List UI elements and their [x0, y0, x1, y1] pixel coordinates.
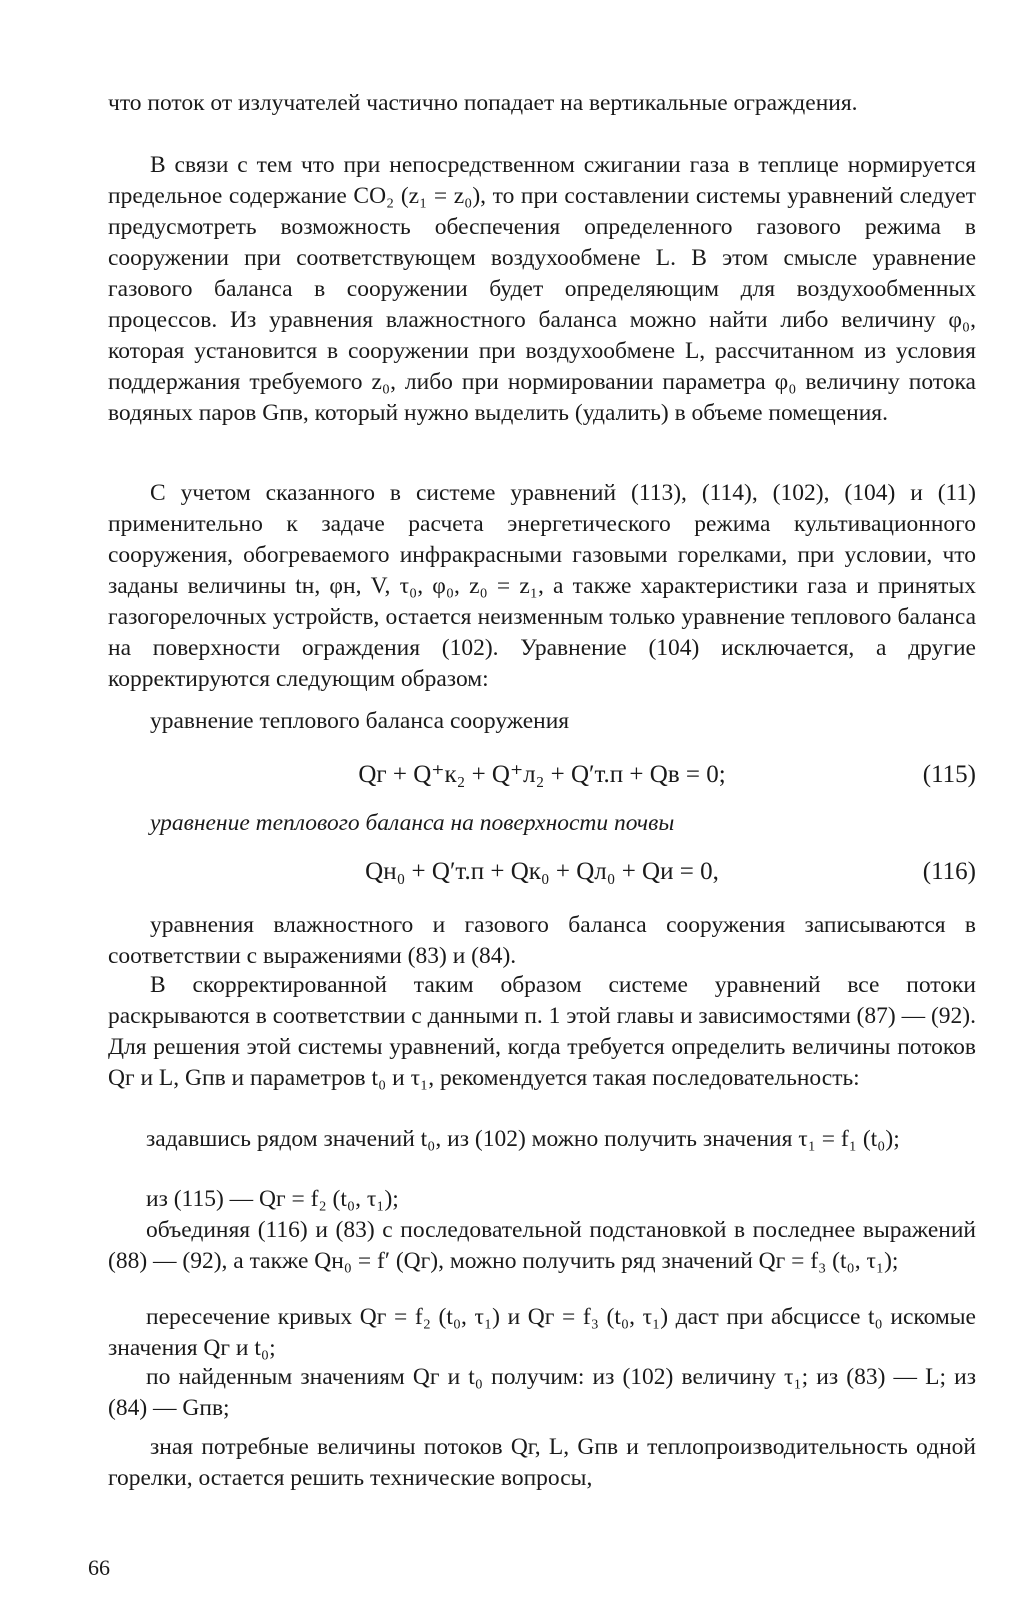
paragraph-system-equations: С учетом сказанного в системе уравнений (113), (114), (102), (104) и (11) применительно к задаче расчета энергетического режима культивационного сооружения, обогреваемого инфракрасными газовыми горелками, при условии, что заданы величины tн, φн, V, τ₀, φ₀, z₀ = z₁, а также характеристики газа и принятых газогорелочных устройств, остается неизменным только уравнение теплового баланса на поверхности ограждения (102). Уравнение (104) исключается, а другие корректируются следующим образом:	[108, 480, 976, 692]
paragraph-moisture-balance: уравнения влажностного и газового баланса сооружения записываются в соответствии с выражениями (83) и (84).	[108, 912, 976, 969]
paragraph-gas-regime: В связи с тем что при непосредственном сжигании газа в теплице нормируется предельное содержание CO₂ (z₁ = z₀), то при составлении системы уравнений следует предусмотреть возможность обеспечения определенного газового режима в сооружении при соответствующем воздухообмене L. В этом смысле уравнение газового баланса в сооружении будет определяющим для воздухообменных процессов. Из уравнения влажностного баланса можно найти либо величину φ₀, которая установится в сооружении при воздухообмене L, рассчитанном из условия поддержания требуемого z₀, либо при нормировании параметра φ₀ величину потока водяных паров Gпв, который нужно выделить (удалить) в объеме помещения.	[108, 152, 976, 426]
step-4: пересечение кривых Qг = f₂ (t₀, τ₁) и Qг = f₃ (t₀, τ₁) даст при абсциссе t₀ искомые значения Qг и t₀;	[108, 1304, 976, 1361]
equation-number: (116)	[922, 858, 976, 885]
step-1: задавшись рядом значений t₀, из (102) можно получить значения τ₁ = f₁ (t₀);	[146, 1126, 900, 1152]
equation-116	[108, 852, 976, 892]
equation-formula: Qн₀ + Q′т.п + Qк₀ + Qл₀ + Qи = 0,	[365, 858, 719, 885]
equation-115	[108, 755, 976, 795]
page-number: 66	[88, 1555, 110, 1580]
step-5: по найденным значениям Qг и t₀ получим: из (102) величину τ₁; из (83) — L; из (84) — Gпв;	[108, 1364, 976, 1421]
paragraph-continuation: что поток от излучателей частично попадает на вертикальные ограждения.	[108, 90, 858, 116]
paragraph-final: зная потребные величины потоков Qг, L, Gпв и теплопроизводительность одной горелки, остается решить технические вопросы,	[108, 1434, 976, 1491]
equation-intro-115: уравнение теплового баланса сооружения	[150, 708, 570, 734]
step-2: из (115) — Qг = f₂ (t₀, τ₁);	[146, 1186, 399, 1212]
step-3: объединяя (116) и (83) с последовательной подстановкой в последнее выражений (88) — (92), а также Qн₀ = f′ (Qг), можно получить ряд значений Qг = f₃ (t₀, τ₁);	[108, 1217, 976, 1274]
equation-number: (115)	[922, 761, 976, 788]
equation-intro-116: уравнение теплового баланса на поверхности почвы	[150, 810, 675, 836]
paragraph-corrected-system: В скорректированной таким образом системе уравнений все потоки раскрываются в соответствии с данными п. 1 этой главы и зависимостями (87) — (92). Для решения этой системы уравнений, когда требуется определить величины потоков Qг и L, Gпв и параметров t₀ и τ₁, рекомендуется такая последовательность:	[108, 972, 976, 1091]
equation-formula: Qг + Q⁺к₂ + Q⁺л₂ + Q′т.п + Qв = 0;	[358, 761, 726, 788]
